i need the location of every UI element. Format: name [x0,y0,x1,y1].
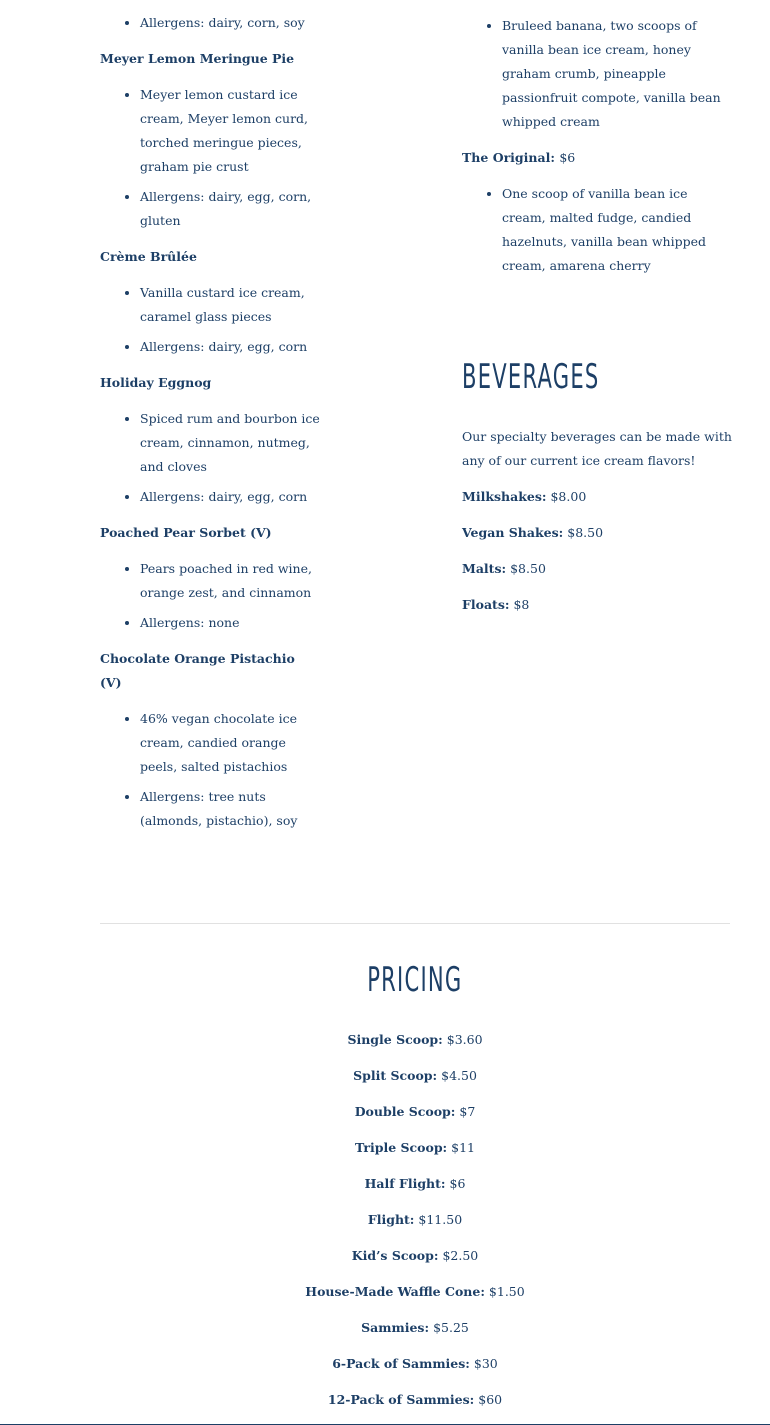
sundae-label: The Original: [462,150,555,165]
price-value: $8.50 [567,525,604,540]
pricing-line [100,1172,730,1196]
allergen-item: • Allergens: dairy, corn, soy [140,11,320,35]
allergen-item: • Allergens: dairy, egg, corn, gluten [140,185,320,233]
price-label: Triple Scoop: [354,1140,448,1155]
pricing-line [100,1208,730,1232]
flavor-details-list [100,407,320,509]
pricing-line [100,1352,730,1376]
price-label: Flight: [367,1212,415,1227]
flavor-details-list [100,557,320,635]
sundae-details-list [462,14,734,134]
price-value: $1.50 [488,1284,525,1299]
sundaes-beverages-column [462,0,734,617]
pricing-line [100,1244,730,1268]
beverages-intro: Our specialty beverages can be made with any of our current ice cream flavors! [462,429,732,468]
price-label: House-Made Waffle Cone: [305,1284,485,1299]
beverage-price-line [462,485,734,509]
price-label: Half Flight: [364,1176,446,1191]
pricing-line [100,1280,730,1304]
pricing-heading: PRICING [367,960,463,1000]
price-value: $8.00 [550,489,587,504]
price-label: Single Scoop: [347,1032,443,1047]
beverage-price-line [462,593,734,617]
beverage-price-line [462,557,734,581]
price-value: $5.25 [433,1320,469,1335]
flavor-title-chocolate-orange: Chocolate Orange Pistachio (V) [100,651,295,690]
price-value: $2.50 [442,1248,479,1263]
price-label: Split Scoop: [353,1068,438,1083]
sundae-details-list [462,182,734,278]
price-value: $30 [473,1356,498,1371]
price-label: Double Scoop: [354,1104,456,1119]
price-value: $6 [449,1176,466,1191]
flavor-title-poached-pear: Poached Pear Sorbet (V) [100,525,272,540]
price-value: $4.50 [441,1068,477,1083]
allergen-item: • Allergens: dairy, egg, corn [140,335,320,359]
pricing-line [100,1064,730,1088]
allergen-item: • Allergens: none [140,611,320,635]
pricing-line [100,1028,730,1052]
flavor-details-list [100,11,320,35]
flavor-title-meyer-lemon: Meyer Lemon Meringue Pie [100,51,295,66]
price-value: $8 [513,597,530,612]
pricing-line [100,1316,730,1340]
description-item: • Bruleed banana, two scoops of vanilla bean ice cream, honey graham crumb, pineapple passionfruit compote, vanilla bean whipped cream [502,14,734,134]
price-label: Malts: [462,561,507,576]
allergen-item: • Allergens: dairy, egg, corn [140,485,320,509]
flavor-details-list [100,281,320,359]
price-label: 12-Pack of Sammies: [327,1392,475,1407]
description-item: • Vanilla custard ice cream, caramel glass pieces [140,281,320,329]
description-item: • 46% vegan chocolate ice cream, candied orange peels, salted pistachios [140,707,320,779]
sundae-title-original [462,146,734,170]
price-value: $8.50 [510,561,546,576]
description-item: • Pears poached in red wine, orange zest, and cinnamon [140,557,320,605]
pricing-line [100,1388,730,1412]
description-item: • Meyer lemon custard ice cream, Meyer lemon curd, torched meringue pieces, graham pie crust [140,83,320,179]
price-label: Milkshakes: [462,489,547,504]
flavor-details-list [100,707,320,833]
price-value: $60 [478,1392,503,1407]
price-value: $11 [451,1140,476,1155]
price-label: Sammies: [361,1320,430,1335]
flavor-title-creme-brulee: Crème Brûlée [100,249,197,264]
description-item: • Spiced rum and bourbon ice cream, cinnamon, nutmeg, and cloves [140,407,320,479]
price-value: $7 [459,1104,476,1119]
pricing-section [100,960,730,1424]
flavors-column [100,0,320,845]
price-label: Kid’s Scoop: [351,1248,439,1263]
pricing-line [100,1136,730,1160]
price-label: Vegan Shakes: [462,525,564,540]
price-value: $11.50 [418,1212,463,1227]
description-item: • One scoop of vanilla bean ice cream, malted fudge, candied hazelnuts, vanilla bean whipped cream, amarena cherry [502,182,734,278]
flavor-title-holiday-eggnog: Holiday Eggnog [100,375,212,390]
beverages-heading: BEVERAGES [462,357,600,397]
price-label: 6-Pack of Sammies: [332,1356,470,1371]
section-divider [100,923,730,924]
price-label: Floats: [462,597,510,612]
beverage-price-line [462,521,734,545]
flavor-details-list [100,83,320,233]
price-value: $3.60 [446,1032,483,1047]
allergen-item: • Allergens: tree nuts (almonds, pistachio), soy [140,785,320,833]
beverage-price-list [462,485,734,617]
pricing-line [100,1100,730,1124]
sundae-price: $6 [559,150,576,165]
